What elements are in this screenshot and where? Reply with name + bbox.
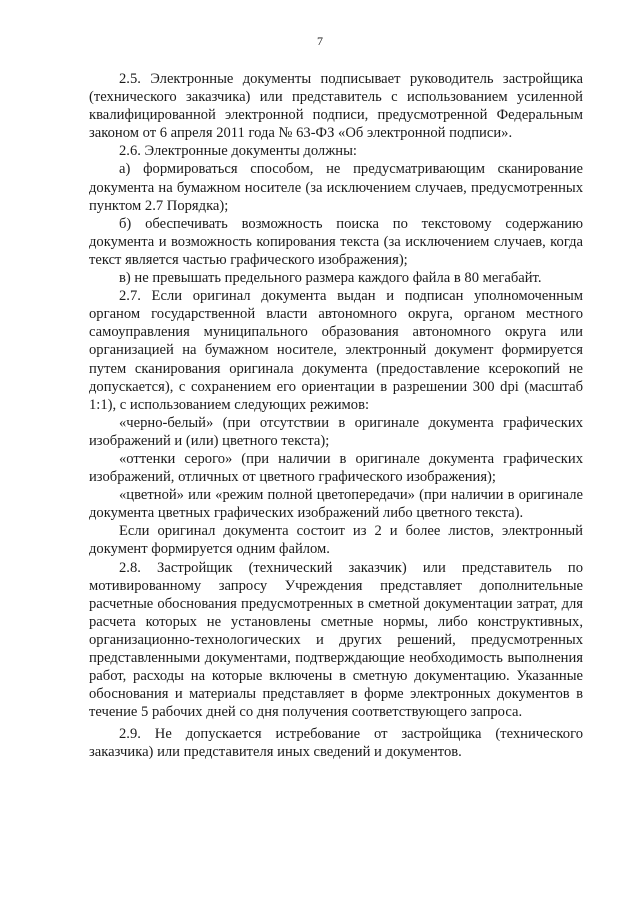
- paragraph-2-6-v: в) не превышать предельного размера каждого файла в 80 мегабайт.: [119, 270, 542, 287]
- paragraph-2-7: 2.7. Если оригинал документа выдан и подписан уполномоченным органом государственной власти автономного округа, органом местного самоуправления муниципального образования автономного округа или организацией на бумажном носителе, электронный документ формируется путем сканирования оригинала документа (предоставление ксерокопий не допускается), с сохранением его ориентации в разрешении 300 dpi (масштаб 1:1), с использованием следующих режимов:: [89, 288, 583, 413]
- paragraph-2-6: 2.6. Электронные документы должны:: [119, 143, 357, 160]
- paragraph-mode-color: «цветной» или «режим полной цветопередачи» (при наличии в оригинале документа цветных графических изображений либо цветного текста).: [89, 487, 583, 522]
- paragraph-2-5: 2.5. Электронные документы подписывает руководитель застройщика (технического заказчика) или представитель с использованием усиленной квалифицированной электронной подписи, предусмотренной Федеральным законом от 6 апреля 2011 года № 63-ФЗ «Об электронной подписи».: [89, 71, 583, 142]
- paragraph-2-8: 2.8. Застройщик (технический заказчик) или представитель по мотивированному запросу Учреждения представляет дополнительные расчетные обоснования предусмотренных в сметной документации затрат, для расчета которых не установлены сметные нормы, либо конструктивных, организационно-технологических и других решений, предусмотренных представленными документами, подтверждающие необходимость выполнения работ, расходы на которые включены в сметную документацию. Указанные обоснования и материалы представляет в форме электронных документов в течение 5 рабочих дней со дня получения соответствующего запроса.: [89, 559, 583, 721]
- paragraph-mode-gray: «оттенки серого» (при наличии в оригинале документа графических изображений, отличных от цветного графического изображения);: [89, 450, 583, 486]
- page-number: 7: [317, 34, 323, 48]
- paragraph-2-6-b: б) обеспечивать возможность поиска по текстовому содержанию документа и возможность копирования текста (за исключением случаев, когда текст является частью графического изображения);: [89, 215, 583, 268]
- paragraph-2-9: 2.9. Не допускается истребование от застройщика (технического заказчика) или представителя иных сведений и документов.: [89, 726, 583, 761]
- paragraph-2-6-a: а) формироваться способом, не предусматривающим сканирование документа на бумажном носителе (за исключением случаев, предусмотренных пунктом 2.7 Порядка);: [89, 161, 583, 214]
- paragraph-multi-sheet: Если оригинал документа состоит из 2 и более листов, электронный документ формируется одним файлом.: [89, 523, 583, 558]
- document-body: [89, 70, 583, 762]
- paragraph-mode-bw: «черно-белый» (при отсутствии в оригинале документа графических изображений и (или) цветного текста);: [89, 414, 583, 449]
